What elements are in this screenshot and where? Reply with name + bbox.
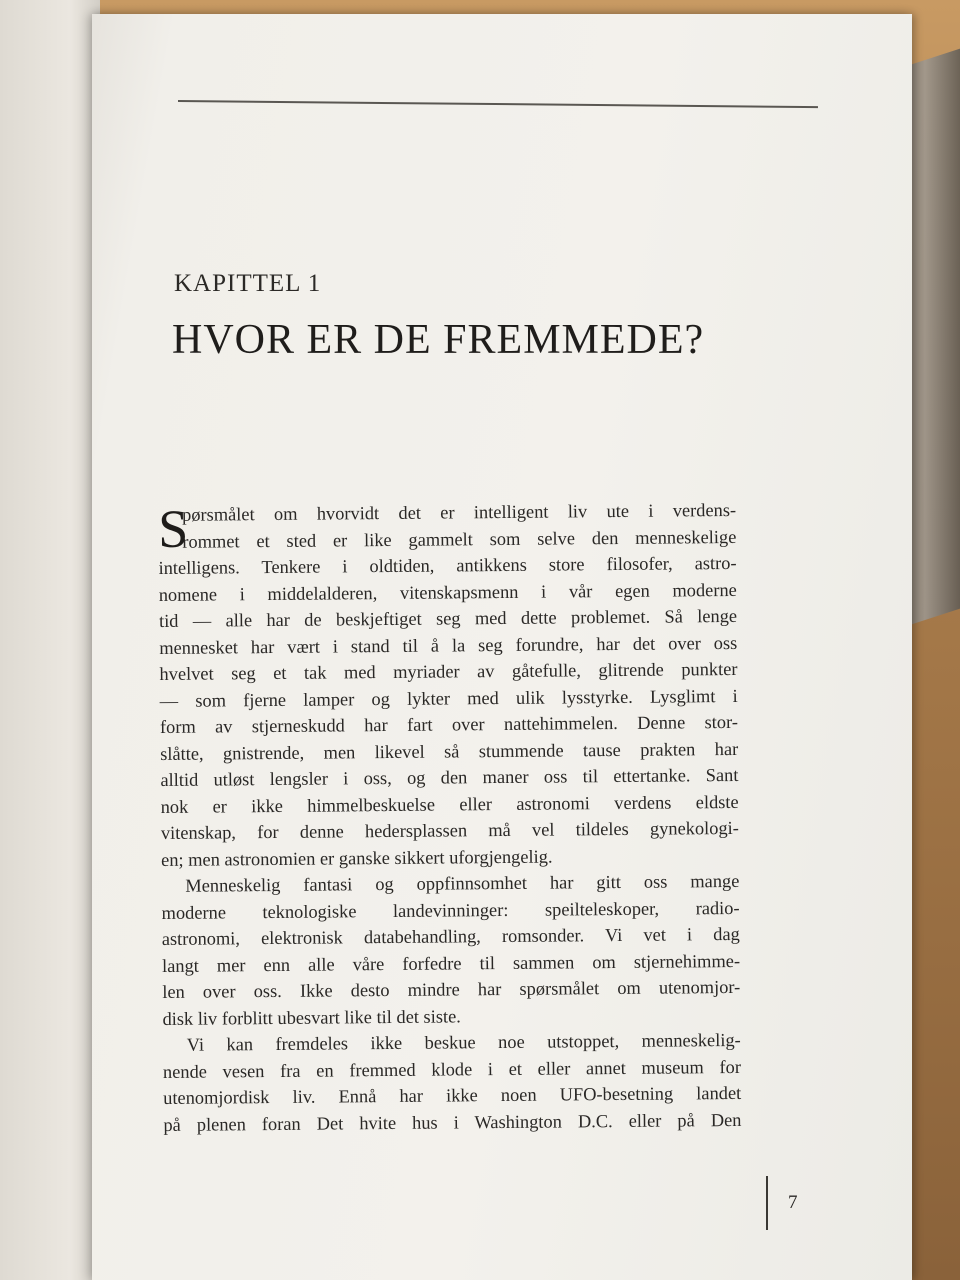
left-page-edge: [0, 0, 100, 1280]
chapter-title: HVOR ER DE FREMMEDE?: [172, 317, 705, 363]
text-line: alltid utløst lengsler i oss, og den maner oss til ettertanke. Sant: [160, 764, 739, 790]
text-line: mennesket har vært i stand til å la seg forundre, har det over oss: [159, 632, 738, 658]
text-line: intelligens. Tenkere i oldtiden, antikkens store filosofer, astro-: [158, 552, 737, 578]
page-number: 7: [788, 1192, 798, 1213]
text-line: form av stjerneskudd har fart over nattehimmelen. Denne stor-: [159, 711, 739, 737]
text-line: nende vesen fra en fremmed klode i et eller annet museum for: [162, 1056, 742, 1082]
text-line: nomene i middelalderen, vitenskapsmenn i vår egen moderne: [158, 579, 737, 605]
text-line: tid — alle har de beskjeftiget seg med dette problemet. Så lenge: [158, 605, 738, 631]
footer-rule: [766, 1176, 768, 1230]
text-line: vitenskap, for denne hedersplassen må vel tildeles gynekologi-: [160, 817, 739, 843]
text-line: moderne teknologiske landevinninger: speilteleskoper, radio-: [161, 897, 740, 923]
text-line: disk liv forblitt ubesvart like til det siste.: [162, 1005, 461, 1029]
text-line: Vi kan fremdeles ikke beskue noe utstoppet, menneskelig-: [186, 1029, 741, 1055]
text-line: nok er ikke himmelbeskuelse eller astronomi verdens eldste: [160, 791, 739, 817]
text-line: hvelvet seg et tak med myriader av gåtefulle, glitrende punkter: [159, 658, 738, 684]
text-line: langt mer enn alle våre forfedre til sammen om stjernehimme-: [161, 950, 741, 976]
chapter-label: KAPITTEL 1: [174, 270, 322, 297]
text-line: på plenen foran Det hvite hus i Washington D.C. eller på Den: [163, 1109, 742, 1135]
text-line: en; men astronomien er ganske sikkert uforgjengelig.: [161, 846, 553, 870]
text-line-content: pørsmålet om hvorvidt det er intelligent liv ute i verdens-: [182, 499, 737, 525]
text-line: utenomjordisk liv. Ennå har ikke noen UFO-besetning landet: [163, 1082, 742, 1108]
text-line: — som fjerne lamper og lykter med ulik lysstyrke. Lysglimt i: [159, 685, 738, 711]
body-text: [158, 497, 742, 1138]
text-line: len over oss. Ikke desto mindre har spørsmålet om utenomjor-: [162, 976, 741, 1002]
text-line: Menneskelig fantasi og oppfinnsomhet har gitt oss mange: [185, 870, 740, 896]
text-line: slåtte, gnistrende, men likevel så stummende tause prakten har: [160, 738, 739, 764]
drop-cap: S: [157, 498, 189, 559]
text-line: astronomi, elektronisk databehandling, romsonder. Vi vet i dag: [161, 923, 740, 949]
book-page: [92, 14, 912, 1280]
text-line: rommet et sted er like gammelt som selve den menneskelige: [182, 526, 737, 552]
header-rule: [178, 100, 818, 108]
